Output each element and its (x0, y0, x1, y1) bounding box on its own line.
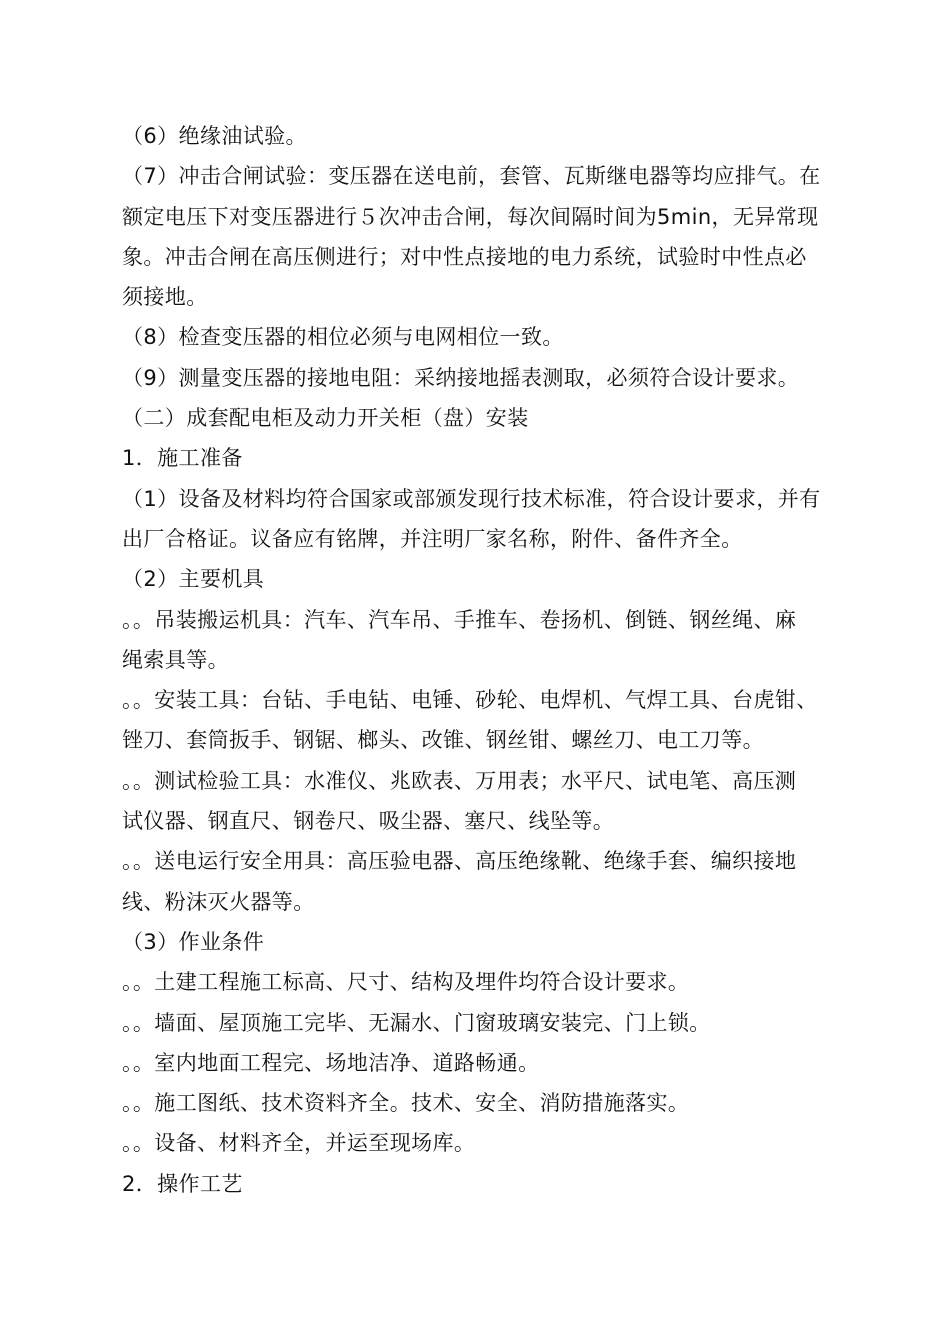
list-item: 。。吊装搬运机具：汽车、汽车吊、手推车、卷扬机、倒链、钢丝绳、麻 (122, 607, 797, 632)
paragraph-line: 须接地。 (122, 285, 208, 310)
item-heading: （3）作业条件 (122, 929, 265, 954)
subsection-heading: 2．操作工艺 (122, 1171, 243, 1196)
list-item-continuation: 试仪器、钢直尺、钢卷尺、吸尘器、塞尺、线坠等。 (122, 809, 615, 834)
list-item-continuation: 绳索具等。 (122, 647, 229, 672)
list-item: 。。墙面、屋顶施工完毕、无漏水、门窗玻璃安装完、门上锁。 (122, 1010, 711, 1035)
list-item-continuation: 线、粉沫灭火器等。 (122, 889, 315, 914)
list-item: 。。送电运行安全用具：高压验电器、高压绝缘靴、绝缘手套、编织接地 (122, 849, 797, 874)
paragraph-line: （7）冲击合闸试验：变压器在送电前，套管、瓦斯继电器等均应排气。在 (122, 164, 821, 189)
list-item: 。。安装工具：台钻、手电钻、电锤、砂轮、电焊机、气焊工具、台虎钳、 (122, 688, 818, 713)
paragraph-line: 额定电压下对变压器进行５次冲击合闸，每次间隔时间为5min，无异常现 (122, 204, 819, 229)
list-item: 。。室内地面工程完、场地洁净、道路畅通。 (122, 1050, 540, 1075)
paragraph-line: （8）检查变压器的相位必须与电网相位一致。 (122, 325, 564, 350)
paragraph-line: （6）绝缘油试验。 (122, 124, 307, 148)
list-item: 。。土建工程施工标高、尺寸、结构及埋件均符合设计要求。 (122, 970, 690, 995)
paragraph-line: （9）测量变压器的接地电阻：采纳接地摇表测取，必须符合设计要求。 (122, 365, 800, 390)
section-heading: （二）成套配电柜及动力开关柜（盘）安装 (122, 406, 529, 431)
paragraph-line: 出厂合格证。议备应有铭牌，并注明厂家名称，附件、备件齐全。 (122, 526, 743, 551)
subsection-heading: 1．施工准备 (122, 446, 243, 471)
paragraph-line: 象。冲击合闸在高压侧进行；对中性点接地的电力系统，试验时中性点必 (122, 244, 807, 269)
paragraph-line: （1）设备及材料均符合国家或部颁发现行技术标准，符合设计要求，并有 (122, 486, 821, 511)
item-heading: （2）主要机具 (122, 567, 265, 592)
list-item: 。。测试检验工具：水准仪、兆欧表、万用表；水平尺、试电笔、高压测 (122, 768, 797, 793)
list-item: 。。施工图纸、技术资料齐全。技术、安全、消防措施落实。 (122, 1091, 690, 1116)
list-item-continuation: 锉刀、套筒扳手、钢锯、榔头、改锥、钢丝钳、螺丝刀、电工刀等。 (122, 728, 764, 753)
list-item: 。。设备、材料齐全，并运至现场库。 (122, 1131, 476, 1156)
document-body (122, 116, 882, 1204)
